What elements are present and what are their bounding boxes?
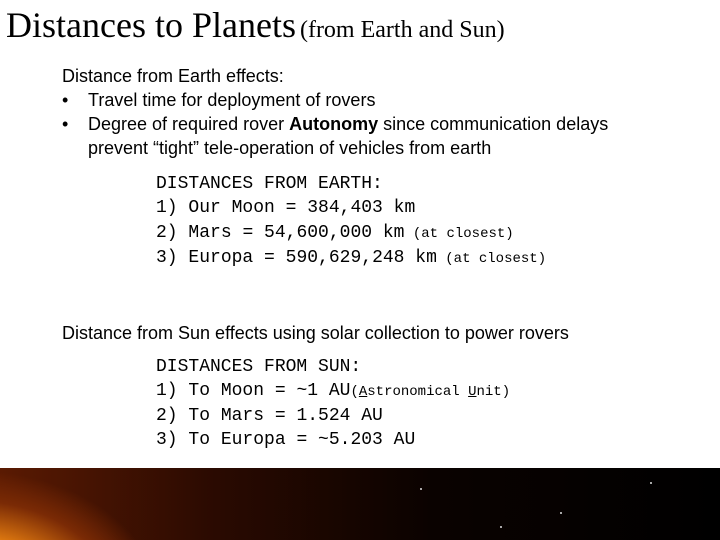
bullet-text-before: Degree of required rover	[88, 114, 290, 134]
sun-table-row: 3) To Europa = ~5.203 AU	[156, 430, 416, 450]
title-subtitle: (from Earth and Sun)	[299, 17, 505, 43]
sun-space-image	[0, 468, 720, 540]
earth-table-row: 2) Mars = 54,600,000 km (at closest)	[156, 223, 514, 243]
earth-distance-table	[156, 172, 546, 271]
earth-effects-heading: Distance from Earth effects:	[62, 66, 284, 86]
earth-table-row: 1) Our Moon = 384,403 km	[156, 198, 416, 218]
sun-table-title: DISTANCES FROM SUN:	[156, 357, 362, 377]
bullet-item-autonomy	[62, 114, 608, 135]
bullet-icon: •	[62, 114, 69, 134]
title-main: Distances to Planets	[6, 5, 296, 45]
star-dot	[560, 512, 562, 514]
star-dot	[420, 488, 422, 490]
sun-table-row: 1) To Moon = ~1 AU(Astronomical Unit)	[156, 381, 511, 401]
earth-table-title: DISTANCES FROM EARTH:	[156, 174, 383, 194]
slide-title	[6, 4, 505, 46]
sun-table-row: 2) To Mars = 1.524 AU	[156, 406, 383, 426]
bullet-text: Travel time for deployment of rovers	[88, 90, 376, 110]
star-dot	[500, 526, 502, 528]
bullet-icon: •	[62, 90, 69, 110]
bullet-text-bold: Autonomy	[289, 114, 379, 134]
sun-distance-table	[156, 355, 510, 452]
star-dot	[650, 482, 652, 484]
bullet-item-travel-time	[62, 90, 375, 111]
bullet-continuation: prevent “tight” tele-operation of vehicles from earth	[88, 138, 492, 158]
earth-table-row: 3) Europa = 590,629,248 km (at closest)	[156, 248, 547, 268]
bullet-text-after: since communication delays	[378, 114, 609, 134]
sun-effects-heading: Distance from Sun effects using solar collection to power rovers	[62, 323, 569, 343]
